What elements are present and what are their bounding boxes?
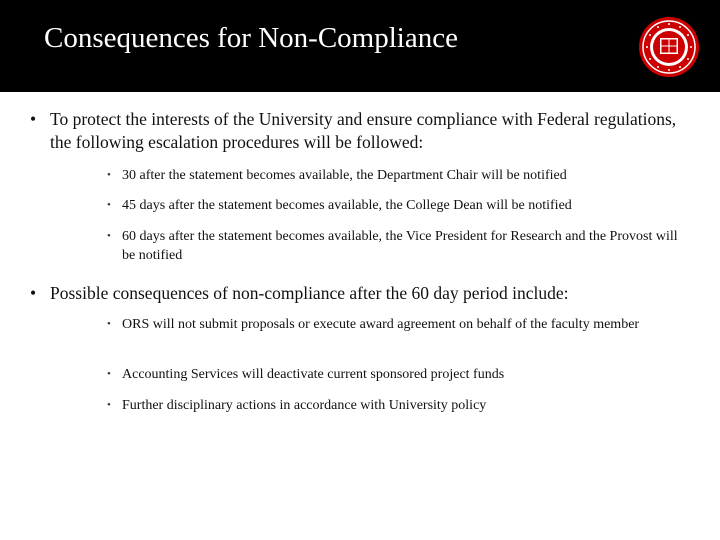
sub-bullet-department-chair <box>107 166 687 185</box>
sub-bullet-ors <box>107 315 687 334</box>
title-bar <box>0 0 720 92</box>
bullet-text: Possible consequences of non-compliance after the 60 day period include: <box>50 283 569 303</box>
sub-bullet-text: ORS will not submit proposals or execute award agreement on behalf of the faculty member <box>122 317 640 332</box>
sub-bullet-college-dean <box>107 196 687 215</box>
bullet-dot: • <box>107 199 111 211</box>
sub-bullet-text: 60 days after the statement becomes available, the Vice President for Research and the Provost will be notified <box>122 229 678 263</box>
sub-bullet-disciplinary <box>107 396 687 415</box>
bullet-consequences <box>30 282 680 305</box>
bullet-dot: • <box>30 109 37 129</box>
bullet-dot: • <box>30 283 37 303</box>
sub-bullet-text: 45 days after the statement becomes available, the College Dean will be notified <box>122 198 572 213</box>
sub-bullet-text: 30 after the statement becomes available, the Department Chair will be notified <box>122 168 567 183</box>
slide-title: Consequences for Non-Compliance <box>44 22 458 54</box>
bullet-dot: • <box>107 169 111 181</box>
bullet-dot: • <box>107 399 111 411</box>
sub-bullet-text: Accounting Services will deactivate current sponsored project funds <box>122 367 505 382</box>
sub-bullet-text: Further disciplinary actions in accordance with University policy <box>122 398 487 413</box>
university-seal-icon <box>638 16 700 78</box>
bullet-text: To protect the interests of the University and ensure compliance with Federal regulations, the following escalation procedures will be followed: <box>50 109 677 152</box>
bullet-dot: • <box>107 318 111 330</box>
bullet-escalation <box>30 108 680 154</box>
sub-bullet-vp-research <box>107 227 687 265</box>
bullet-dot: • <box>107 230 111 242</box>
sub-bullet-accounting <box>107 365 687 384</box>
bullet-dot: • <box>107 368 111 380</box>
